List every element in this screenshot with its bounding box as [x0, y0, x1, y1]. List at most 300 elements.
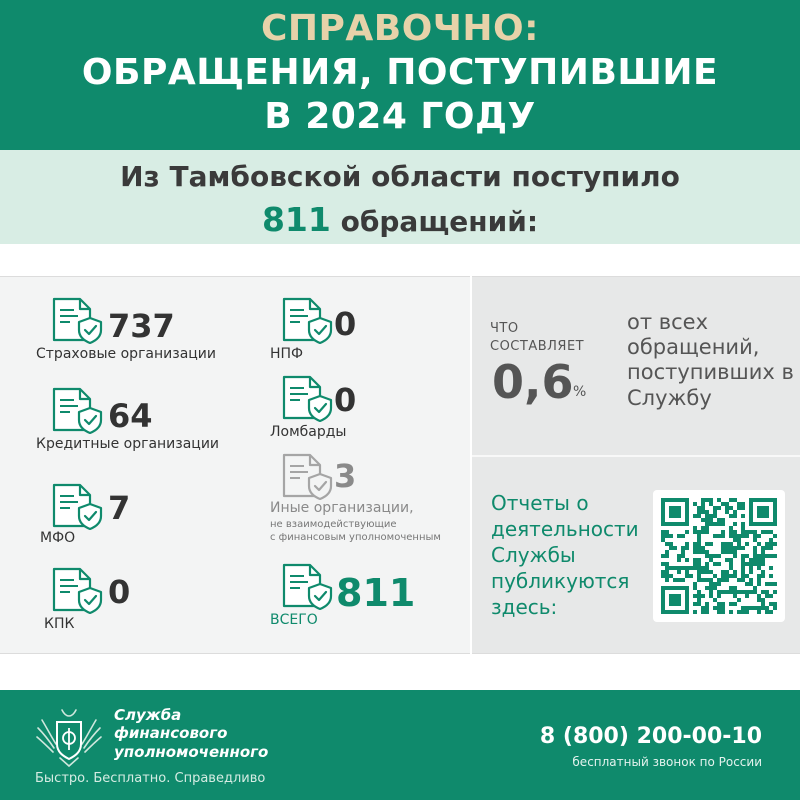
qr-module — [701, 518, 705, 522]
category-npf — [270, 296, 460, 366]
qr-module — [701, 502, 705, 506]
qr-module — [721, 574, 725, 578]
qr-module — [765, 546, 769, 550]
qr-module — [745, 610, 749, 614]
qr-finder-inner — [669, 594, 681, 606]
qr-module — [697, 594, 701, 598]
qr-module — [725, 578, 729, 582]
qr-module — [713, 606, 717, 610]
qr-module — [761, 550, 765, 554]
qr-module — [677, 578, 681, 582]
qr-module — [729, 506, 733, 510]
qr-module — [769, 554, 773, 558]
qr-module — [717, 554, 721, 558]
qr-module — [717, 498, 721, 502]
qr-module — [701, 546, 705, 550]
qr-module — [681, 550, 685, 554]
category-other-note-2: с финансовым уполномоченным — [270, 532, 441, 543]
qr-module — [757, 582, 761, 586]
qr-module — [733, 498, 737, 502]
qr-module — [729, 546, 733, 550]
qr-module — [745, 530, 749, 534]
qr-module — [757, 578, 761, 582]
document-check-icon — [280, 374, 334, 422]
qr-module — [773, 590, 777, 594]
qr-module — [693, 602, 697, 606]
qr-module — [773, 554, 777, 558]
qr-module — [733, 546, 737, 550]
qr-module — [757, 558, 761, 562]
qr-module — [713, 562, 717, 566]
qr-module — [701, 498, 705, 502]
qr-module — [749, 570, 753, 574]
qr-module — [665, 566, 669, 570]
qr-module — [693, 514, 697, 518]
qr-module — [673, 578, 677, 582]
qr-module — [733, 534, 737, 538]
qr-module — [761, 602, 765, 606]
qr-module — [741, 590, 745, 594]
qr-module — [713, 522, 717, 526]
share-caption — [490, 320, 584, 355]
qr-module — [697, 530, 701, 534]
qr-module — [725, 542, 729, 546]
qr-module — [737, 546, 741, 550]
qr-module — [725, 574, 729, 578]
qr-module — [677, 554, 681, 558]
qr-module — [721, 518, 725, 522]
qr-module — [765, 542, 769, 546]
qr-module — [753, 534, 757, 538]
qr-module — [673, 566, 677, 570]
qr-module — [749, 590, 753, 594]
qr-module — [705, 586, 709, 590]
qr-module — [725, 558, 729, 562]
qr-module — [705, 498, 709, 502]
qr-module — [705, 610, 709, 614]
qr-module — [733, 522, 737, 526]
eagle-emblem-icon — [36, 706, 102, 768]
qr-module — [741, 562, 745, 566]
document-check-icon — [280, 296, 334, 344]
qr-module — [729, 558, 733, 562]
qr-module — [741, 534, 745, 538]
qr-module — [721, 570, 725, 574]
reports-text: Отчеты о деятельности Службы публикуются здесь: — [491, 491, 639, 619]
qr-module — [757, 606, 761, 610]
qr-module — [697, 566, 701, 570]
qr-module — [749, 582, 753, 586]
qr-module — [721, 534, 725, 538]
qr-module — [697, 602, 701, 606]
qr-module — [693, 582, 697, 586]
qr-module — [729, 590, 733, 594]
qr-finder-inner — [757, 506, 769, 518]
qr-module — [689, 566, 693, 570]
qr-module — [749, 578, 753, 582]
qr-module — [769, 594, 773, 598]
brand-line1: Служба — [114, 706, 182, 724]
qr-module — [701, 610, 705, 614]
qr-module — [741, 522, 745, 526]
subheader-suffix: обращений: — [340, 205, 539, 238]
qr-module — [769, 610, 773, 614]
qr-module — [669, 542, 673, 546]
qr-module — [697, 550, 701, 554]
qr-module — [681, 566, 685, 570]
qr-module — [737, 590, 741, 594]
qr-module — [693, 502, 697, 506]
qr-module — [697, 538, 701, 542]
qr-module — [757, 594, 761, 598]
qr-module — [713, 506, 717, 510]
qr-module — [697, 598, 701, 602]
qr-module — [725, 590, 729, 594]
qr-module — [689, 574, 693, 578]
qr-module — [729, 514, 733, 518]
qr-module — [701, 550, 705, 554]
category-credit — [36, 386, 270, 456]
qr-module — [685, 574, 689, 578]
qr-module — [765, 594, 769, 598]
qr-module — [693, 594, 697, 598]
qr-module — [681, 578, 685, 582]
qr-module — [745, 562, 749, 566]
qr-module — [677, 534, 681, 538]
qr-module — [721, 602, 725, 606]
category-value: 3 — [334, 457, 357, 495]
category-label: Кредитные организации — [36, 436, 220, 452]
qr-module — [697, 562, 701, 566]
qr-module — [745, 582, 749, 586]
qr-module — [725, 510, 729, 514]
qr-module — [753, 530, 757, 534]
qr-module — [717, 562, 721, 566]
qr-module — [741, 578, 745, 582]
qr-code-graphic — [653, 490, 785, 622]
slogan: Быстро. Бесплатно. Справедливо — [35, 771, 266, 786]
qr-module — [773, 542, 777, 546]
qr-module — [761, 606, 765, 610]
qr-module — [733, 530, 737, 534]
qr-module — [741, 566, 745, 570]
qr-module — [753, 550, 757, 554]
qr-module — [765, 610, 769, 614]
qr-module — [705, 570, 709, 574]
qr-module — [665, 574, 669, 578]
qr-module — [717, 518, 721, 522]
qr-module — [753, 546, 757, 550]
qr-module — [677, 566, 681, 570]
qr-module — [697, 546, 701, 550]
qr-module — [705, 602, 709, 606]
spacer-band-bottom — [0, 654, 800, 690]
qr-module — [669, 534, 673, 538]
category-other-note-1: не взаимодействующие — [270, 519, 397, 530]
qr-module — [761, 590, 765, 594]
qr-module — [693, 610, 697, 614]
qr-module — [769, 546, 773, 550]
qr-module — [693, 530, 697, 534]
qr-module — [709, 578, 713, 582]
category-label: МФО — [40, 530, 76, 546]
qr-module — [765, 582, 769, 586]
qr-module — [753, 586, 757, 590]
qr-module — [665, 550, 669, 554]
category-value: 64 — [108, 397, 153, 435]
qr-module — [733, 590, 737, 594]
qr-module — [769, 566, 773, 570]
qr-module — [697, 542, 701, 546]
qr-module — [757, 610, 761, 614]
qr-module — [745, 554, 749, 558]
qr-module — [685, 546, 689, 550]
qr-module — [713, 598, 717, 602]
document-check-icon — [50, 482, 104, 530]
qr-module — [661, 574, 665, 578]
qr-module — [705, 510, 709, 514]
qr-module — [693, 562, 697, 566]
qr-module — [737, 598, 741, 602]
qr-module — [713, 510, 717, 514]
document-check-icon — [280, 562, 334, 610]
qr-module — [705, 522, 709, 526]
qr-module — [697, 510, 701, 514]
qr-module — [661, 554, 665, 558]
qr-module — [721, 542, 725, 546]
qr-module — [709, 502, 713, 506]
category-value: 7 — [108, 489, 131, 527]
share-caption-line1: ЧТО — [490, 321, 519, 336]
spacer-band — [0, 244, 800, 276]
qr-module — [765, 590, 769, 594]
document-check-icon — [50, 566, 104, 614]
qr-module — [709, 518, 713, 522]
qr-module — [741, 606, 745, 610]
qr-module — [717, 506, 721, 510]
qr-module — [717, 522, 721, 526]
qr-module — [769, 574, 773, 578]
qr-module — [693, 558, 697, 562]
qr-module — [701, 570, 705, 574]
qr-module — [701, 578, 705, 582]
qr-module — [701, 530, 705, 534]
qr-module — [673, 546, 677, 550]
share-caption-line2: СОСТАВЛЯЕТ — [490, 338, 585, 354]
qr-module — [717, 578, 721, 582]
qr-module — [761, 558, 765, 562]
category-value: 0 — [334, 305, 357, 343]
qr-module — [765, 606, 769, 610]
qr-module — [709, 558, 713, 562]
qr-module — [697, 514, 701, 518]
qr-module — [721, 530, 725, 534]
qr-module — [729, 610, 733, 614]
qr-module — [733, 594, 737, 598]
header-title-line2: ОБРАЩЕНИЯ, ПОСТУПИВШИЕ — [81, 52, 719, 93]
hotline-phone[interactable]: 8 (800) 200-00-10 — [539, 724, 762, 749]
qr-module — [705, 526, 709, 530]
qr-module — [753, 554, 757, 558]
qr-module — [749, 558, 753, 562]
qr-module — [737, 538, 741, 542]
qr-module — [761, 598, 765, 602]
brand-line3: уполномоченного — [114, 742, 269, 761]
qr-module — [697, 574, 701, 578]
qr-module — [757, 574, 761, 578]
qr-module — [705, 554, 709, 558]
qr-module — [773, 606, 777, 610]
qr-module — [729, 566, 733, 570]
qr-module — [741, 554, 745, 558]
qr-module — [757, 534, 761, 538]
qr-module — [753, 606, 757, 610]
qr-module — [721, 578, 725, 582]
qr-module — [677, 570, 681, 574]
document-check-icon — [50, 386, 104, 434]
qr-module — [745, 594, 749, 598]
category-total — [270, 562, 460, 632]
qr-module — [769, 602, 773, 606]
qr-module — [733, 554, 737, 558]
total-appeals-number: 811 — [261, 200, 331, 239]
qr-module — [693, 566, 697, 570]
qr-module — [701, 594, 705, 598]
qr-module — [725, 502, 729, 506]
qr-module — [717, 594, 721, 598]
qr-module — [709, 582, 713, 586]
category-label: Иные организации, — [270, 500, 414, 516]
category-value: 811 — [336, 571, 416, 615]
qr-module — [761, 574, 765, 578]
qr-module — [725, 550, 729, 554]
qr-module — [701, 510, 705, 514]
qr-module — [737, 578, 741, 582]
qr-module — [761, 562, 765, 566]
qr-module — [733, 586, 737, 590]
qr-module — [745, 534, 749, 538]
qr-module — [705, 578, 709, 582]
qr-module — [729, 602, 733, 606]
brand-name — [114, 706, 268, 761]
qr-module — [665, 562, 669, 566]
qr-module — [713, 586, 717, 590]
qr-module — [665, 542, 669, 546]
qr-module — [741, 530, 745, 534]
qr-module — [685, 558, 689, 562]
document-check-icon — [280, 452, 334, 500]
qr-module — [721, 522, 725, 526]
qr-module — [701, 566, 705, 570]
category-pawnshops — [270, 374, 460, 444]
qr-module — [693, 550, 697, 554]
qr-module — [729, 586, 733, 590]
qr-module — [729, 498, 733, 502]
qr-module — [685, 566, 689, 570]
qr-module — [745, 590, 749, 594]
qr-module — [737, 610, 741, 614]
qr-module — [741, 514, 745, 518]
qr-module — [721, 610, 725, 614]
qr-module — [745, 574, 749, 578]
qr-module — [721, 606, 725, 610]
qr-module — [721, 590, 725, 594]
header-title-label: СПРАВОЧНО: — [260, 8, 540, 49]
category-kpk — [44, 566, 270, 636]
qr-module — [729, 530, 733, 534]
qr-module — [665, 534, 669, 538]
qr-module — [705, 562, 709, 566]
qr-module — [717, 590, 721, 594]
qr-module — [709, 594, 713, 598]
qr-module — [705, 530, 709, 534]
qr-module — [733, 538, 737, 542]
qr-module — [717, 534, 721, 538]
qr-module — [745, 606, 749, 610]
qr-module — [701, 606, 705, 610]
qr-module — [733, 574, 737, 578]
qr-module — [709, 554, 713, 558]
qr-module — [705, 550, 709, 554]
qr-module — [757, 566, 761, 570]
qr-module — [669, 566, 673, 570]
qr-module — [701, 526, 705, 530]
qr-module — [733, 514, 737, 518]
qr-module — [725, 546, 729, 550]
qr-module — [665, 554, 669, 558]
qr-module — [757, 598, 761, 602]
qr-module — [705, 542, 709, 546]
document-check-icon — [50, 296, 104, 344]
qr-finder-inner — [669, 506, 681, 518]
qr-module — [765, 530, 769, 534]
qr-module — [705, 514, 709, 518]
qr-module — [749, 530, 753, 534]
qr-module — [693, 586, 697, 590]
qr-module — [761, 554, 765, 558]
qr-module — [681, 546, 685, 550]
qr-module — [717, 606, 721, 610]
subheader-band — [0, 150, 800, 244]
qr-module — [769, 538, 773, 542]
qr-module — [741, 502, 745, 506]
qr-module — [729, 562, 733, 566]
qr-module — [745, 542, 749, 546]
qr-module — [753, 590, 757, 594]
qr-module — [733, 550, 737, 554]
qr-module — [661, 538, 665, 542]
qr-module — [741, 570, 745, 574]
qr-module — [697, 578, 701, 582]
qr-module — [665, 578, 669, 582]
share-value: 0,6 — [492, 355, 574, 409]
qr-module — [721, 550, 725, 554]
subheader-line2 — [0, 200, 800, 239]
qr-module — [741, 546, 745, 550]
qr-module — [713, 574, 717, 578]
qr-module — [749, 606, 753, 610]
brand-line2: финансового — [114, 724, 228, 743]
qr-module — [729, 574, 733, 578]
qr-module — [697, 590, 701, 594]
qr-module — [761, 570, 765, 574]
qr-module — [697, 558, 701, 562]
qr-module — [769, 542, 773, 546]
qr-code-icon[interactable] — [653, 490, 785, 622]
qr-module — [681, 554, 685, 558]
qr-module — [685, 570, 689, 574]
qr-module — [753, 558, 757, 562]
